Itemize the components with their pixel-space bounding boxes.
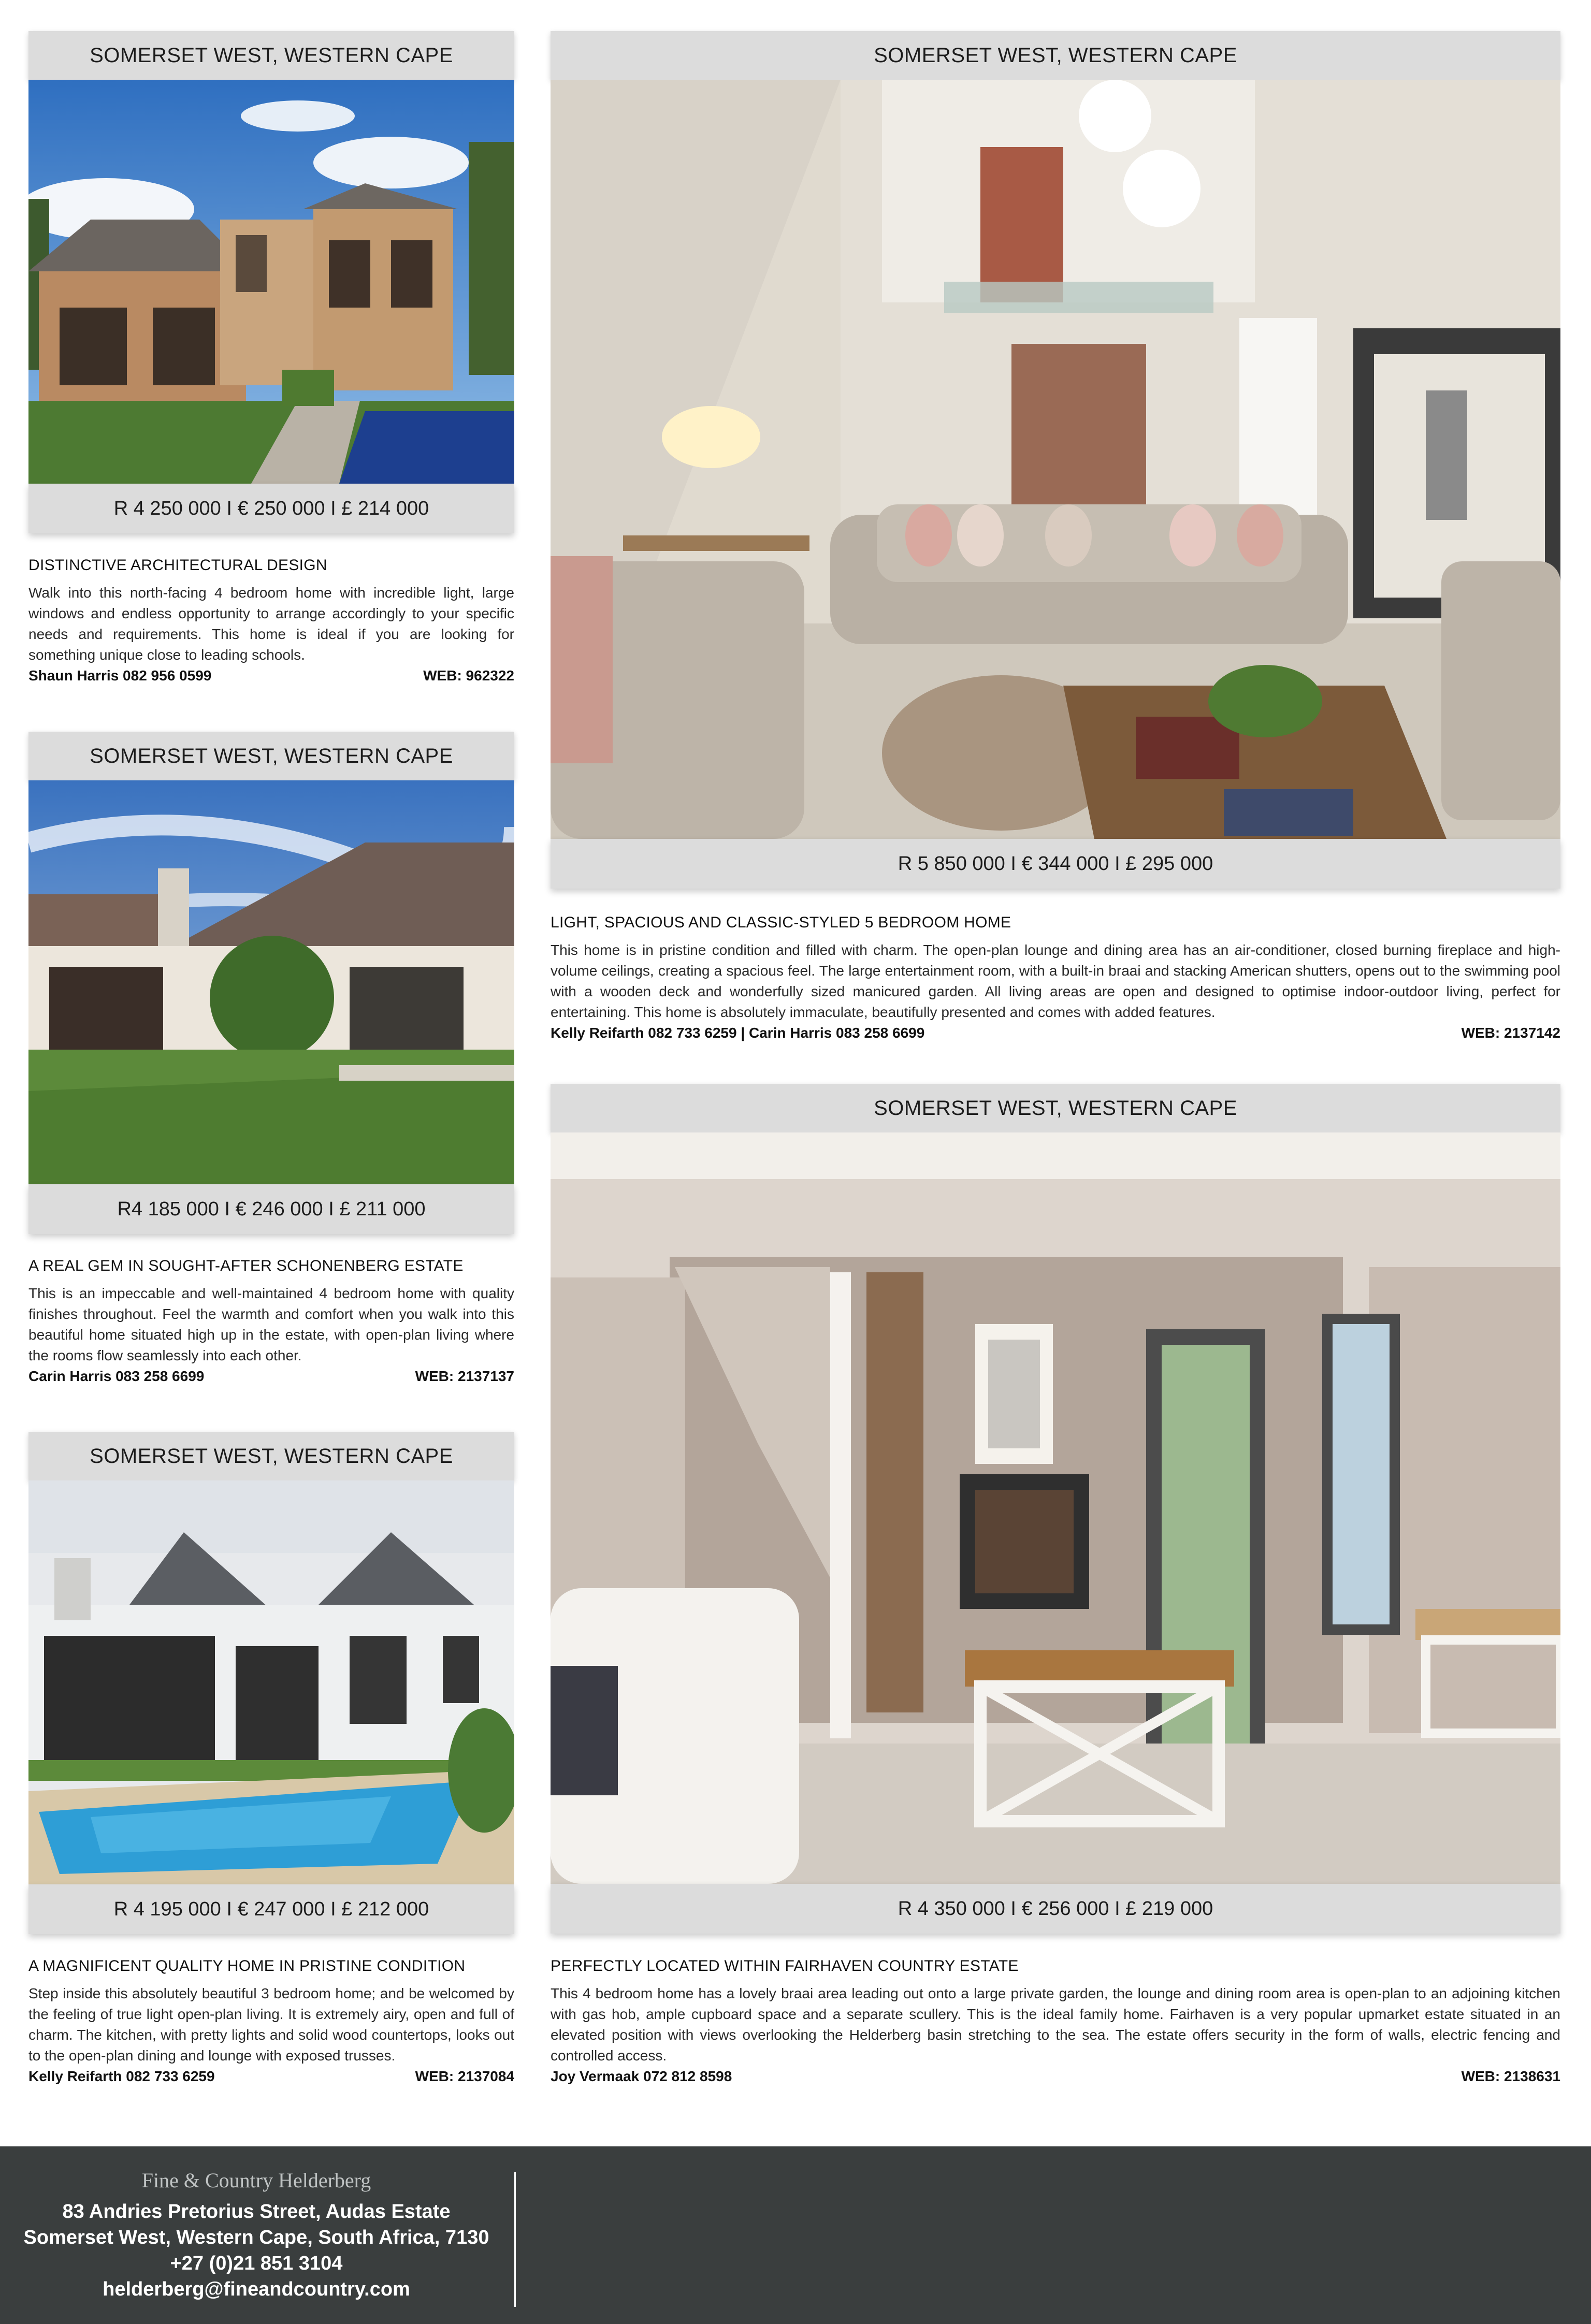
listing-web-ref[interactable]: WEB: 2137142 <box>1461 1025 1560 1041</box>
listing-photo-lounge[interactable] <box>551 80 1560 839</box>
listing-card-5[interactable] <box>28 1432 514 1937</box>
listing-price: R4 185 000 I € 246 000 I £ 211 000 <box>28 1184 514 1234</box>
office-footer <box>0 2146 1591 2324</box>
listing-title: PERFECTLY LOCATED WITHIN FAIRHAVEN COUNTRY ESTATE <box>551 1957 1019 1974</box>
listing-description: This 4 bedroom home has a lovely braai area leading out onto a large private garden, the lounge and dining room area is open-plan to an adjoining kitchen with gas hob, ample cupboard space and a separate scullery. This is the ideal family home. Fairhaven is a very popular upmarket estate situated in an elevated position with views overlooking the Helderberg basin stretching to the sea. The estate offers security in the form of walls, electric fencing and controlled access. <box>551 1985 1560 2064</box>
listing-price: R 4 250 000 I € 250 000 I £ 214 000 <box>28 484 514 533</box>
listing-details-5 <box>28 1957 514 2087</box>
listing-location: SOMERSET WEST, WESTERN CAPE <box>28 1432 514 1480</box>
listing-photo-exterior[interactable] <box>28 80 514 484</box>
listing-location: SOMERSET WEST, WESTERN CAPE <box>551 1084 1560 1132</box>
listing-details-4 <box>551 1957 1560 2087</box>
listing-photo-pool[interactable] <box>28 1480 514 1884</box>
listing-title: A MAGNIFICENT QUALITY HOME IN PRISTINE CONDITION <box>28 1957 466 1974</box>
listing-card-4[interactable] <box>551 1084 1560 1936</box>
listing-photo-living-room[interactable] <box>551 1132 1560 1884</box>
listing-title: A REAL GEM IN SOUGHT-AFTER SCHONENBERG ESTATE <box>28 1257 464 1274</box>
office-address-line-1: 83 Andries Pretorius Street, Audas Estate <box>62 2201 451 2223</box>
listing-price: R 4 350 000 I € 256 000 I £ 219 000 <box>551 1884 1560 1934</box>
listing-web-ref[interactable]: WEB: 962322 <box>423 667 514 684</box>
listing-agent-contact[interactable]: Joy Vermaak 072 812 8598 <box>551 2068 732 2084</box>
listing-title: LIGHT, SPACIOUS AND CLASSIC-STYLED 5 BEDROOM HOME <box>551 914 1011 931</box>
listing-description: This is an impeccable and well-maintained 4 bedroom home with quality finishes throughout. Feel the warmth and comfort when you walk into this beautiful home situated high up in the estate, with open-plan living where the rooms flow seamlessly into each other. <box>28 1285 514 1363</box>
listing-agent-contact[interactable]: Kelly Reifarth 082 733 6259 | Carin Harris 083 258 6699 <box>551 1025 925 1041</box>
listing-location: SOMERSET WEST, WESTERN CAPE <box>28 31 514 80</box>
listing-location: SOMERSET WEST, WESTERN CAPE <box>28 732 514 780</box>
listing-agent-contact[interactable]: Shaun Harris 082 956 0599 <box>28 667 212 684</box>
listing-card-1[interactable] <box>28 31 514 536</box>
listing-agent-contact[interactable]: Kelly Reifarth 082 733 6259 <box>28 2068 215 2084</box>
listing-location: SOMERSET WEST, WESTERN CAPE <box>551 31 1560 80</box>
listing-details-3 <box>28 1257 514 1387</box>
listing-web-ref[interactable]: WEB: 2138631 <box>1461 2068 1560 2084</box>
listing-price: R 5 850 000 I € 344 000 I £ 295 000 <box>551 839 1560 889</box>
office-phone[interactable]: +27 (0)21 851 3104 <box>170 2253 343 2274</box>
office-address-line-2: Somerset West, Western Cape, South Africa, 7130 <box>23 2227 489 2248</box>
listing-description: Step inside this absolutely beautiful 3 bedroom home; and be welcomed by the feeling of true light open-plan living. It is extremely airy, open and full of charm. The kitchen, with pretty lights and solid wood countertops, looks out to the open-plan dining and lounge with exposed trusses. <box>28 1985 514 2064</box>
listing-web-ref[interactable]: WEB: 2137084 <box>415 2068 514 2084</box>
listing-agent-contact[interactable]: Carin Harris 083 258 6699 <box>28 1368 205 1384</box>
listing-card-2[interactable] <box>551 31 1560 891</box>
listing-price: R 4 195 000 I € 247 000 I £ 212 000 <box>28 1884 514 1934</box>
footer-divider <box>514 2172 516 2307</box>
listing-photo-garden[interactable] <box>28 780 514 1184</box>
listing-description: This home is in pristine condition and filled with charm. The open-plan lounge and dining area has an air-conditioner, closed burning fireplace and high-volume ceilings, creating a spacious feel. The large entertainment room, with a built-in braai and stacking American shutters, opens out to the swimming pool with a wooden deck and wonderfully sized manicured garden. All living areas are open and designed to optimise indoor-outdoor living, perfect for entertaining. This home is absolutely immaculate, beautifully presented and comes with added features. <box>551 942 1560 1020</box>
office-email[interactable]: helderberg@fineandcountry.com <box>103 2278 410 2300</box>
office-name: Fine & Country Helderberg <box>141 2169 371 2192</box>
listing-web-ref[interactable]: WEB: 2137137 <box>415 1368 514 1384</box>
listing-card-3[interactable] <box>28 732 514 1237</box>
listing-description: Walk into this north-facing 4 bedroom home with incredible light, large windows and endless opportunity to arrange accordingly to your specific needs and requirements. This home is ideal if you are looking for something unique close to leading schools. <box>28 585 514 663</box>
listing-title: DISTINCTIVE ARCHITECTURAL DESIGN <box>28 557 327 574</box>
listing-details-1 <box>28 557 514 686</box>
listing-details-2 <box>551 914 1560 1043</box>
